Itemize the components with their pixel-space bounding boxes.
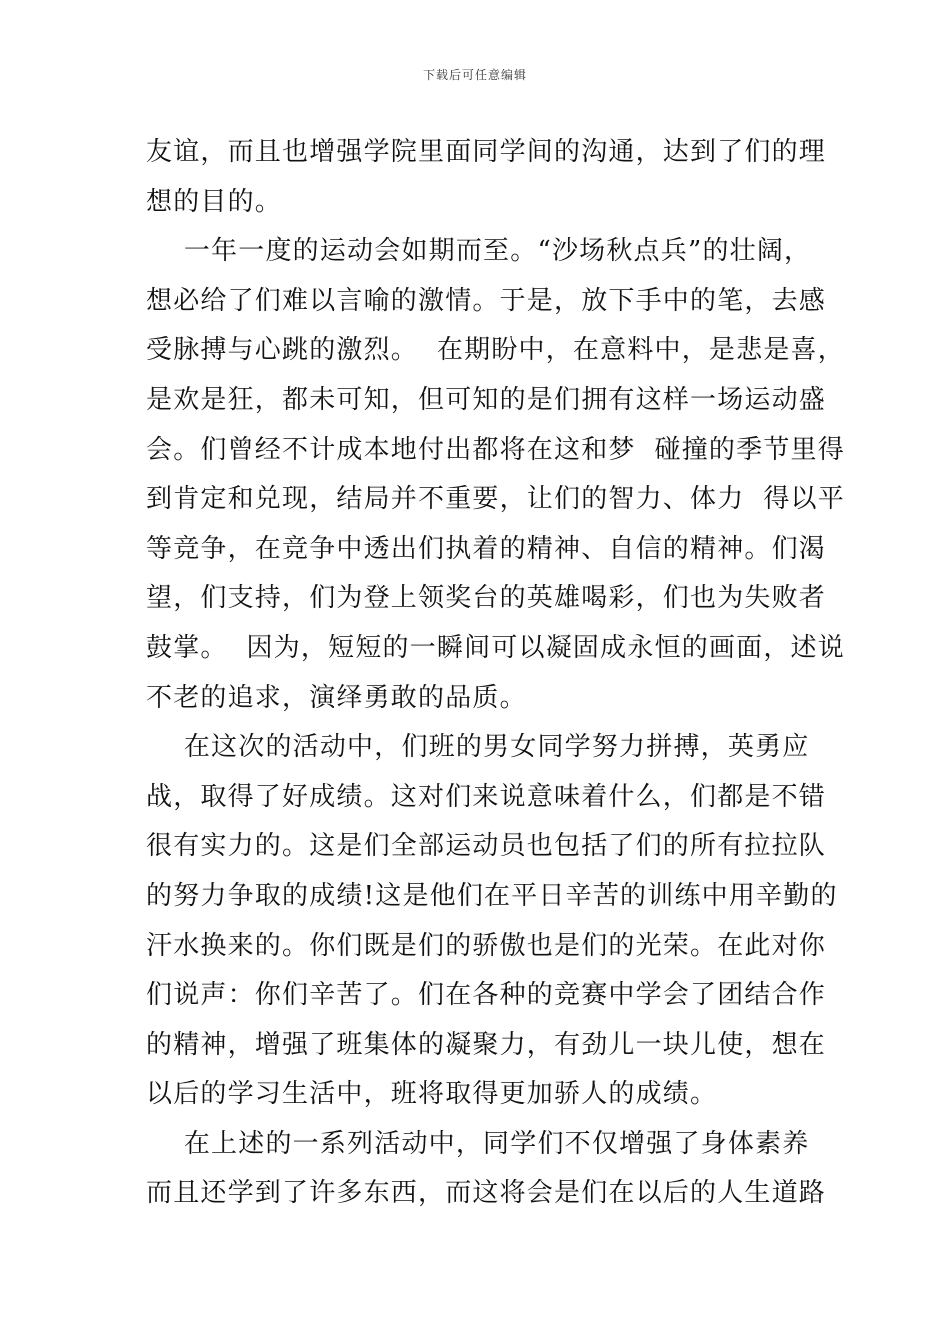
page-header: 下载后可任意编辑 bbox=[422, 68, 527, 82]
text-line: 友谊，而且也增强学院里面同学间的沟通，达到了们的理 bbox=[146, 137, 827, 167]
text-line: 是欢是狂，都未可知，但可知的是们拥有这样一场运动盛 bbox=[146, 384, 827, 415]
text-line: 以后的学习生活中，班将取得更加骄人的成绩。 bbox=[146, 1079, 718, 1110]
text-line: 汗水换来的。你们既是们的骄傲也是们的光荣。在此对你 bbox=[146, 930, 827, 961]
text-line: 战，取得了好成绩。这对们来说意味着什么，们都是不错 bbox=[146, 781, 827, 812]
text-line: 们说声：你们辛苦了。们在各种的竞赛中学会了团结合作 bbox=[146, 980, 827, 1011]
text-line: 不老的追求，演绎勇敢的品质。 bbox=[146, 682, 527, 713]
text-line: 的精神，增强了班集体的凝聚力，有劲儿一块儿使，想在 bbox=[146, 1029, 827, 1060]
text-line: 受脉搏与心跳的激烈。 在期盼中，在意料中，是悲是喜， bbox=[146, 335, 845, 366]
text-line: 在上述的一系列活动中，同学们不仅增强了身体素养 bbox=[146, 1128, 810, 1159]
text-line: 一年一度的运动会如期而至。“沙场秋点兵”的壮阔， bbox=[146, 236, 812, 267]
body-text bbox=[146, 128, 845, 1219]
text-line: 鼓掌。 因为，短短的一瞬间可以凝固成永恒的画面，述说 bbox=[146, 632, 845, 663]
text-line: 很有实力的。这是们全部运动员也包括了们的所有拉拉队 bbox=[146, 831, 827, 862]
text-line: 的努力争取的成绩!这是他们在平日辛苦的训练中用辛勤的 bbox=[146, 880, 838, 911]
text-line: 等竞争，在竞争中透出们执着的精神、自信的精神。们渴 bbox=[146, 533, 827, 564]
text-line: 到肯定和兑现，结局并不重要，让们的智力、体力 得以平 bbox=[146, 484, 845, 515]
text-line: 想的目的。 bbox=[146, 186, 283, 217]
text-line: 想必给了们难以言喻的激情。于是，放下手中的笔，去感 bbox=[146, 285, 827, 316]
text-line: 望，们支持，们为登上领奖台的英雄喝彩，们也为失败者 bbox=[146, 583, 827, 614]
text-line: 在这次的活动中，们班的男女同学努力拼搏，英勇应 bbox=[146, 732, 810, 763]
text-line: 而且还学到了许多东西，而这将会是们在以后的人生道路 bbox=[146, 1178, 827, 1209]
text-line: 会。们曾经不计成本地付出都将在这和梦 碰撞的季节里得 bbox=[146, 434, 845, 465]
